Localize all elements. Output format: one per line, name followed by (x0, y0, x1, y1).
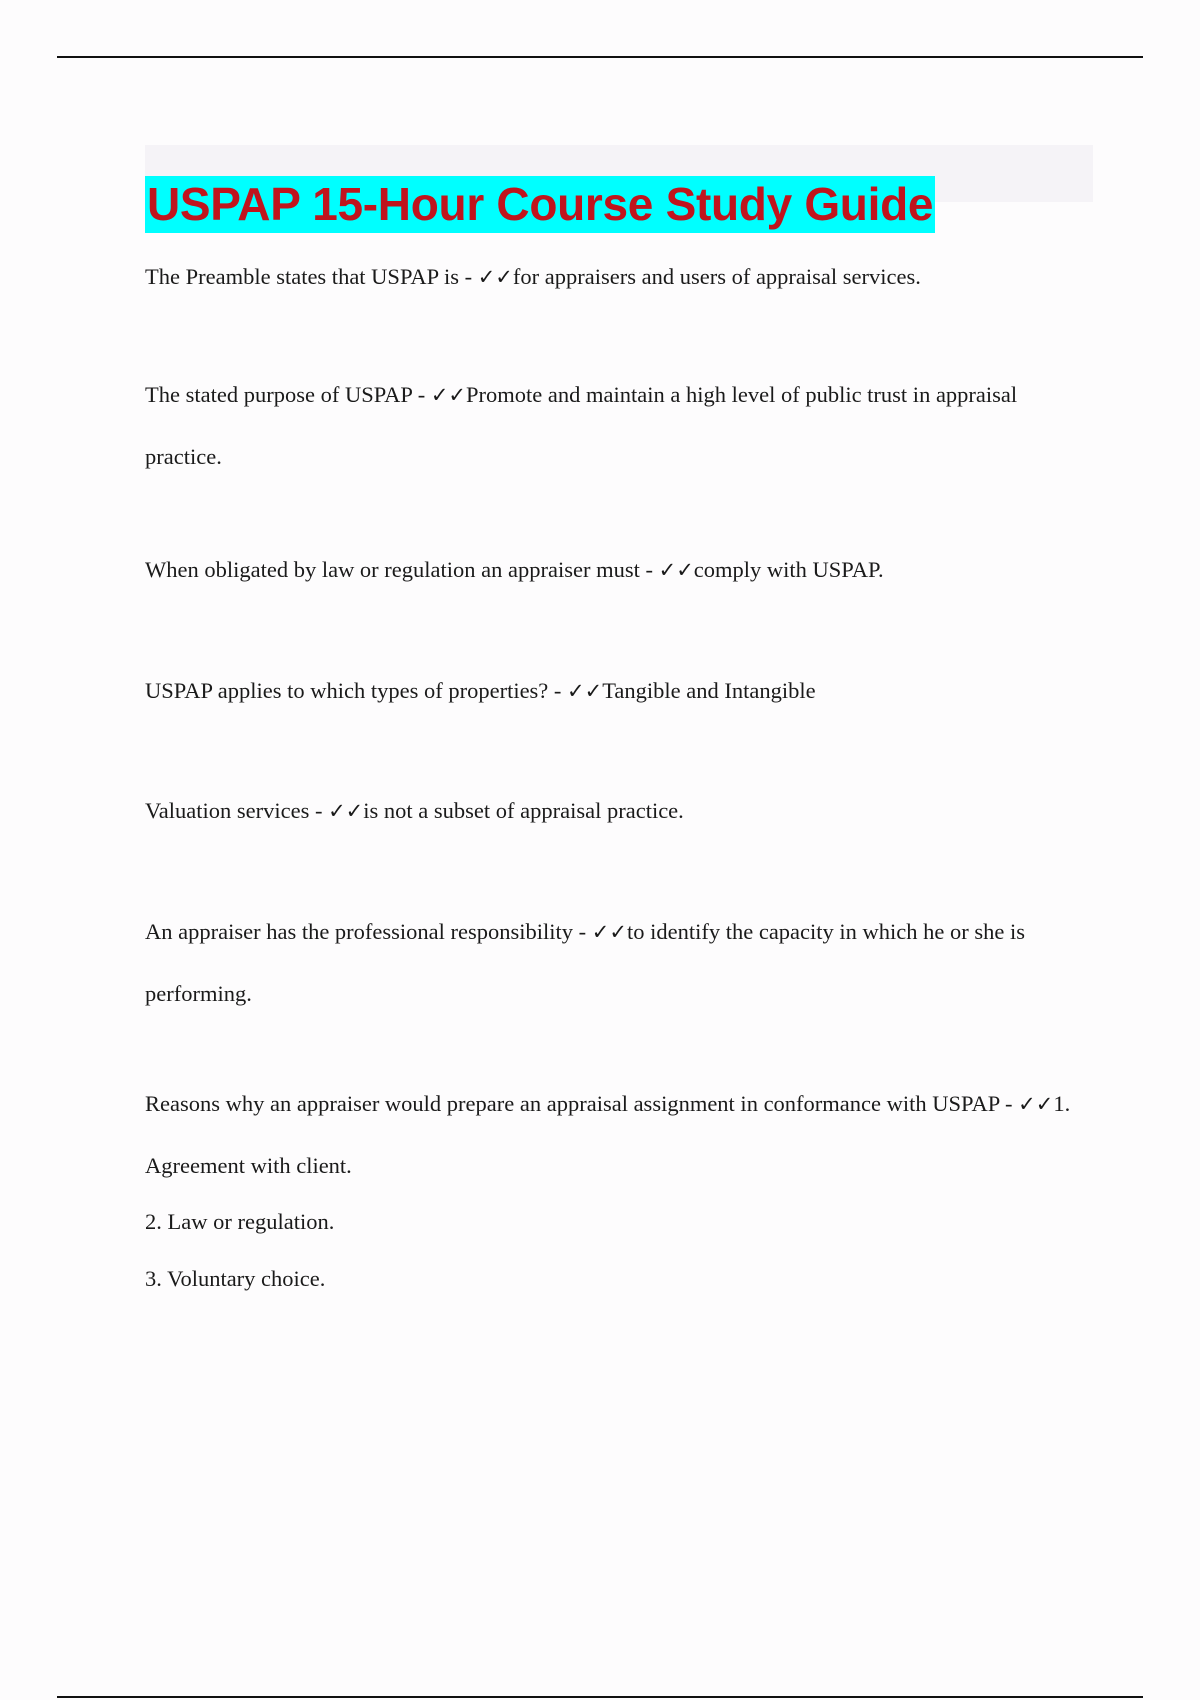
qa-item-5 (145, 780, 1095, 842)
answer-text: is not a subset of appraisal practice. (363, 798, 684, 823)
question-text: Reasons why an appraiser would prepare an appraisal assignment in conformance with USPAP - (145, 1091, 1019, 1116)
footer-rule (57, 1696, 1143, 1698)
question-text: USPAP applies to which types of properties? - (145, 678, 568, 703)
question-text: When obligated by law or regulation an appraiser must - (145, 557, 659, 582)
qa-item-7 (145, 1073, 1095, 1196)
check-icon: ✓✓ (328, 799, 364, 823)
header-rule (57, 56, 1143, 58)
answer-text: 1. Agreement with client. (145, 1091, 1071, 1178)
document-title: USPAP 15-Hour Course Study Guide (145, 176, 935, 233)
question-text: The stated purpose of USPAP - (145, 382, 431, 407)
check-icon: ✓✓ (567, 679, 603, 703)
check-icon: ✓✓ (477, 265, 513, 289)
qa-item-2 (145, 364, 1095, 487)
qa-item-4 (145, 660, 1095, 722)
answer-text: for appraisers and users of appraisal services. (512, 264, 921, 289)
check-icon: ✓✓ (1018, 1092, 1054, 1116)
answer-text: to identify the capacity in which he or she is performing. (145, 919, 1025, 1006)
check-icon: ✓✓ (591, 920, 627, 944)
answer-text: comply with USPAP. (693, 557, 884, 582)
list-item-3: 3. Voluntary choice. (145, 1266, 326, 1291)
qa-item-6 (145, 901, 1095, 1024)
answer-text: Promote and maintain a high level of public trust in appraisal practice. (145, 382, 1018, 469)
answer-text: Tangible and Intangible (602, 678, 816, 703)
check-icon: ✓✓ (430, 383, 467, 407)
qa-item-3 (145, 539, 1095, 601)
list-item-2: 2. Law or regulation. (145, 1209, 335, 1234)
check-icon: ✓✓ (658, 558, 694, 582)
qa-item-1 (145, 246, 1095, 308)
question-text: The Preamble states that USPAP is - (145, 264, 478, 289)
question-text: An appraiser has the professional responsibility - (145, 919, 592, 944)
question-text: Valuation services - (145, 798, 329, 823)
